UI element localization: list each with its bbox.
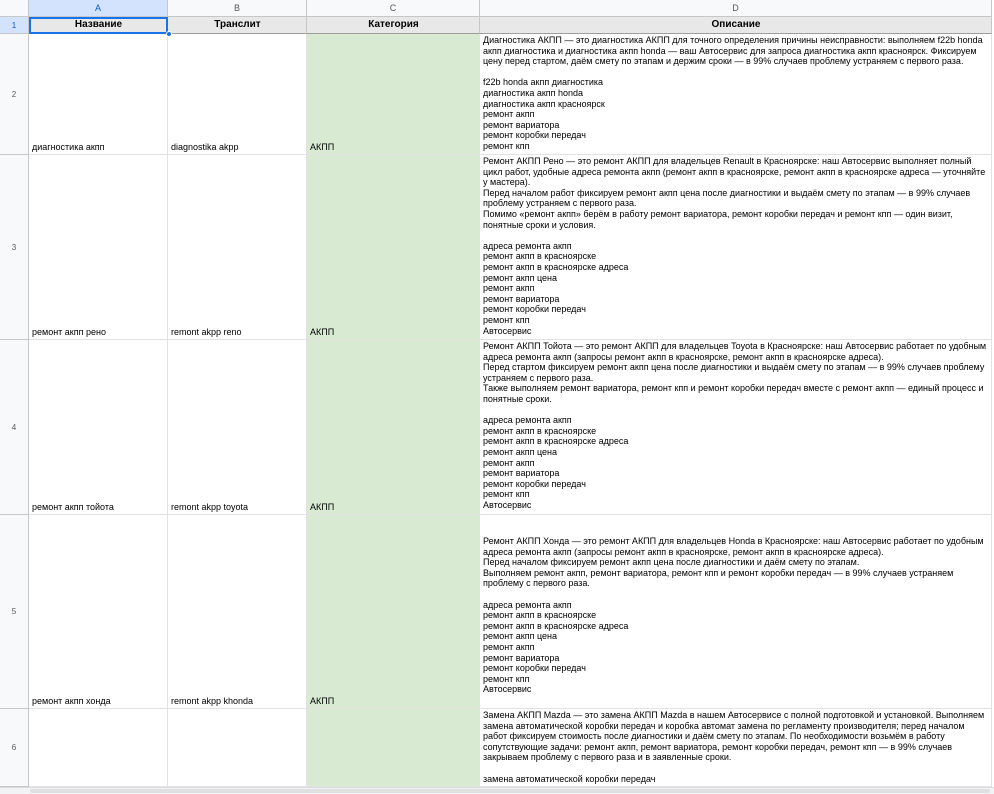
header-cell-translit[interactable]: Транслит xyxy=(168,17,307,34)
cell-name[interactable] xyxy=(29,709,168,787)
column-header-c[interactable]: C xyxy=(307,0,480,17)
cell-name[interactable]: ремонт акпп тойота xyxy=(29,340,168,515)
cell-name[interactable]: ремонт акпп рено xyxy=(29,155,168,340)
cell-description[interactable]: Диагностика АКПП — это диагностика АКПП для точного определения причины неисправности: выполняем f22b honda акпп диагностика и диагностика акпп honda — ваш Автосервис для запроса диагностика акпп красноярск. Фиксируем цену перед стартом, даём смету по этапам и держим сроки — в 99% случаев проблему устраняем с первого раза. f22b honda акпп диагностика диагностика акпп honda диагностика акпп красноярск ремонт акпп ремонт вариатора ремонт коробки передач ремонт кпп xyxy=(480,34,992,155)
column-header-a[interactable]: A xyxy=(29,0,168,17)
cell-description[interactable]: Ремонт АКПП Рено — это ремонт АКПП для владельцев Renault в Красноярске: наш Автосервис выполняет полный цикл работ, удобные адреса ремонта акпп (ремонт акпп в красноярске, ремонт акпп в красноярске адреса — уточняйте у мастера). Перед началом работ фиксируем ремонт акпп цена после диагностики и выдаём смету по этапам — в 99% случаев проблему устраняем с первого раза. Помимо «ремонт акпп» берём в работу ремонт вариатора, ремонт коробки передач и ремонт кпп — один визит, понятные сроки и условия. адреса ремонта акпп ремонт акпп в красноярске ремонт акпп в красноярске адреса ремонт акпп цена ремонт акпп ремонт вариатора ремонт коробки передач ремонт кпп Автосервис xyxy=(480,155,992,340)
row-header-1[interactable]: 1 xyxy=(0,17,29,34)
cell-category[interactable]: АКПП xyxy=(307,340,480,515)
header-cell-category[interactable]: Категория xyxy=(307,17,480,34)
cell-translit[interactable]: remont akpp khonda xyxy=(168,515,307,709)
cell-category[interactable]: АКПП xyxy=(307,34,480,155)
column-header-d[interactable]: D xyxy=(480,0,992,17)
cell-translit[interactable]: remont akpp toyota xyxy=(168,340,307,515)
cell-category[interactable]: АКПП xyxy=(307,155,480,340)
column-header-b[interactable]: B xyxy=(168,0,307,17)
cell-category[interactable]: АКПП xyxy=(307,515,480,709)
cell-description[interactable]: Ремонт АКПП Хонда — это ремонт АКПП для владельцев Honda в Красноярске: наш Автосервис работает по удобным адреса ремонта акпп (запросы ремонт акпп в красноярске, ремонт акпп в красноярске адреса). Перед началом фиксируем ремонт акпп цена после диагностики и даём смету по этапам. Выполняем ремонт акпп, ремонт вариатора, ремонт кпп и ремонт коробки передач — в 99% случаев устраняем проблему с первого раза. адреса ремонта акпп ремонт акпп в красноярске ремонт акпп в красноярске адреса ремонт акпп цена ремонт акпп ремонт вариатора ремонт коробки передач ремонт кпп Автосервис xyxy=(480,515,992,709)
cell-translit[interactable]: remont akpp reno xyxy=(168,155,307,340)
fill-handle[interactable] xyxy=(166,31,172,37)
select-all-corner[interactable] xyxy=(0,0,29,17)
row-header-2[interactable]: 2 xyxy=(0,34,29,155)
cell-description[interactable]: Ремонт АКПП Тойота — это ремонт АКПП для владельцев Toyota в Красноярске: наш Автосервис работает по удобным адреса ремонта акпп (запросы ремонт акпп в красноярске, ремонт акпп в красноярске адреса). Перед стартом фиксируем ремонт акпп цена после диагностики и выдаём смету по этапам — в 99% случаев проблему устраняем с первого раза. Также выполняем ремонт вариатора, ремонт кпп и ремонт коробки передач вместе с ремонт акпп — единый процесс и понятные сроки. адреса ремонта акпп ремонт акпп в красноярске ремонт акпп в красноярске адреса ремонт акпп цена ремонт акпп ремонт вариатора ремонт коробки передач ремонт кпп Автосервис xyxy=(480,340,992,515)
header-cell-name[interactable]: Название xyxy=(29,17,168,34)
cell-translit[interactable]: diagnostika akpp xyxy=(168,34,307,155)
cell-category[interactable] xyxy=(307,709,480,787)
scrollbar-thumb[interactable] xyxy=(30,789,990,793)
cell-translit[interactable] xyxy=(168,709,307,787)
row-header-4[interactable]: 4 xyxy=(0,340,29,515)
horizontal-scrollbar[interactable] xyxy=(0,787,994,794)
cell-name[interactable]: диагностика акпп xyxy=(29,34,168,155)
row-header-5[interactable]: 5 xyxy=(0,515,29,709)
row-header-6[interactable]: 6 xyxy=(0,709,29,787)
header-cell-description[interactable]: Описание xyxy=(480,17,992,34)
cell-name[interactable]: ремонт акпп хонда xyxy=(29,515,168,709)
cell-description[interactable]: Замена АКПП Mazda — это замена АКПП Mazda в нашем Автосервисе с полной подготовкой и установкой. Выполняем замена автоматической коробки передач и коробка автомат замена по регламенту производителя; перед началом работ фиксируем стоимость после диагностики и даём смету по этапам. По необходимости возьмём в работу сопутствующие задачи: ремонт акпп, ремонт вариатора, ремонт коробки передач, ремонт кпп — в 99% случаев закрываем проблему с первого раза и в заявленные сроки. замена автоматической коробки передач xyxy=(480,709,992,787)
row-header-3[interactable]: 3 xyxy=(0,155,29,340)
